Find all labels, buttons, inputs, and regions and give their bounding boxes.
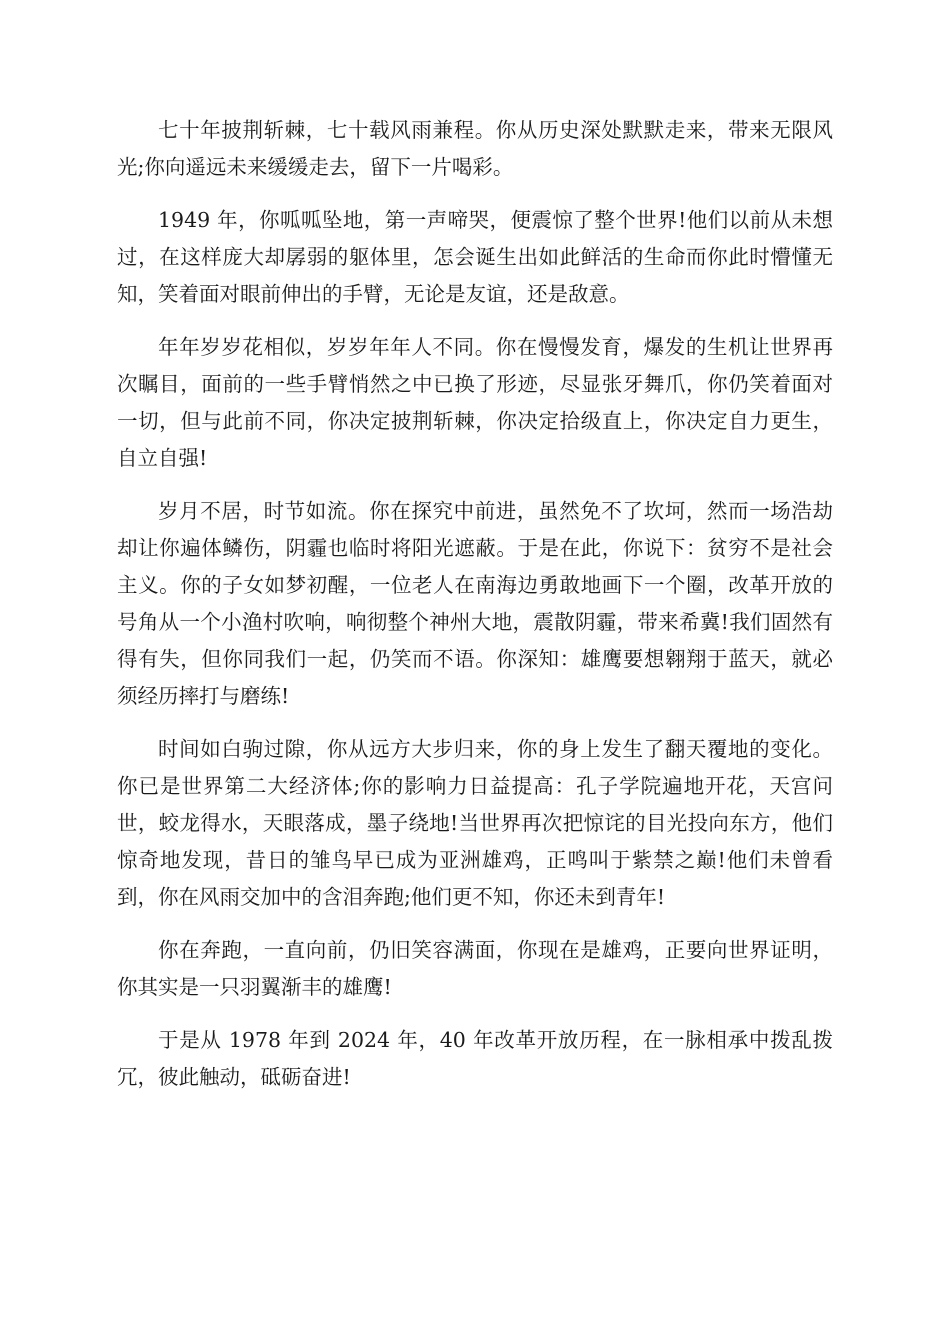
paragraph-3: 年年岁岁花相似，岁岁年年人不同。你在慢慢发育，爆发的生机让世界再次瞩目，面前的一些手臂悄然之中已换了形迹，尽显张牙舞爪，你仍笑着面对一切，但与此前不同，你决定披荆斩棘，你决定拾级直上，你决定自力更生，自立自强! <box>117 335 833 470</box>
paragraph-1: 七十年披荆斩棘，七十载风雨兼程。你从历史深处默默走来，带来无限风光;你向遥远未来缓缓走去，留下一片喝彩。 <box>117 118 833 179</box>
paragraph-7: 于是从 1978 年到 2024 年，40 年改革开放历程，在一脉相承中拨乱拨冗，彼此触动，砥砺奋进! <box>117 1028 833 1089</box>
paragraph-2: 1949 年，你呱呱坠地，第一声啼哭，便震惊了整个世界!他们以前从未想过，在这样庞大却孱弱的躯体里，怎会诞生出如此鲜活的生命而你此时懵懂无知，笑着面对眼前伸出的手臂，无论是友谊，还是敌意。 <box>117 208 833 306</box>
paragraph-5: 时间如白驹过隙，你从远方大步归来，你的身上发生了翻天覆地的变化。你已是世界第二大经济体;你的影响力日益提高：孔子学院遍地开花，天宫问世，蛟龙得水，天眼落成，墨子绕地!当世界再次把惊诧的目光投向东方，他们惊奇地发现，昔日的雏鸟早已成为亚洲雄鸡，正鸣叫于紫禁之巅!他们未曾看到，你在风雨交加中的含泪奔跑;他们更不知，你还未到青年! <box>117 737 833 909</box>
document-body <box>117 112 833 1112</box>
paragraph-6: 你在奔跑，一直向前，仍旧笑容满面，你现在是雄鸡，正要向世界证明，你其实是一只羽翼渐丰的雄鹰! <box>117 938 833 999</box>
paragraph-4: 岁月不居，时节如流。你在探究中前进，虽然免不了坎坷，然而一场浩劫却让你遍体鳞伤，阴霾也临时将阳光遮蔽。于是在此，你说下：贫穷不是社会主义。你的子女如梦初醒，一位老人在南海边勇敢地画下一个圈，改革开放的号角从一个小渔村吹响，响彻整个神州大地，震散阴霾，带来希冀!我们固然有得有失，但你同我们一起，仍笑而不语。你深知：雄鹰要想翱翔于蓝天，就必须经历摔打与磨练! <box>117 499 833 708</box>
